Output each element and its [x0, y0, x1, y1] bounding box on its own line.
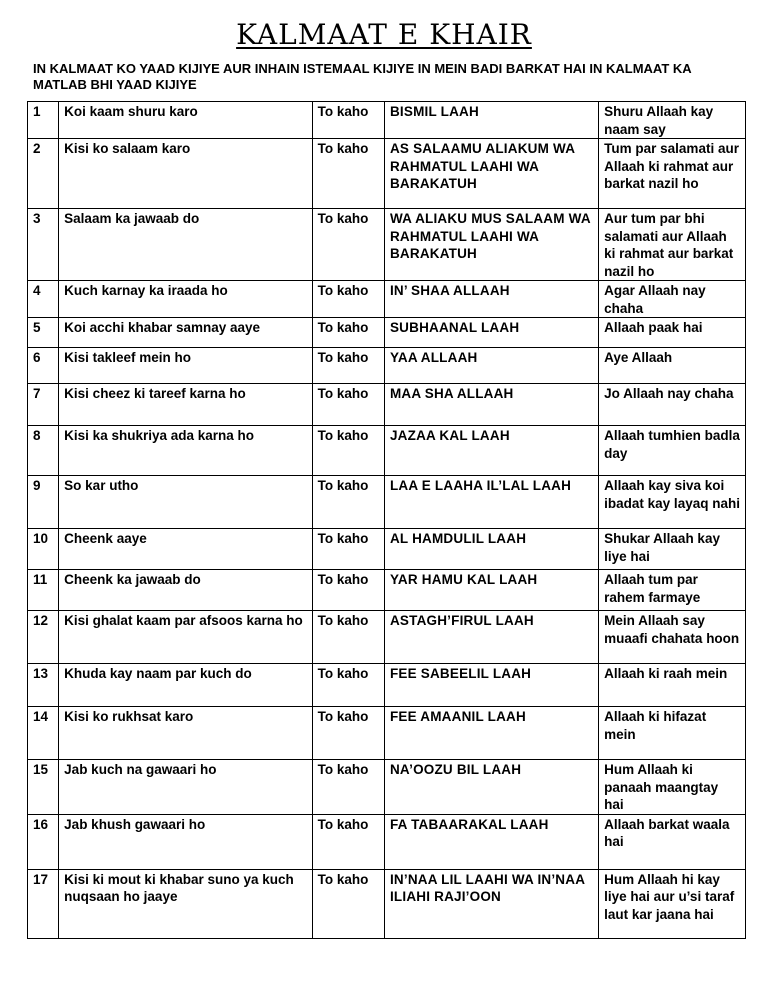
- to-kaho-cell: To kaho: [312, 384, 384, 426]
- meaning-cell: Shuru Allaah kay naam say: [599, 102, 746, 139]
- situation-cell: Cheenk ka jawaab do: [59, 570, 312, 611]
- row-number: 9: [28, 476, 59, 529]
- table-row: [28, 348, 746, 384]
- meaning-cell: Shukar Allaah kay liye hai: [599, 529, 746, 570]
- to-kaho-cell: To kaho: [312, 281, 384, 318]
- page-title: KALMAAT E KHAIR: [236, 18, 532, 51]
- row-number: 14: [28, 707, 59, 760]
- to-kaho-cell: To kaho: [312, 476, 384, 529]
- meaning-cell: Agar Allaah nay chaha: [599, 281, 746, 318]
- table-row: [28, 476, 746, 529]
- to-kaho-cell: To kaho: [312, 869, 384, 938]
- meaning-cell: Hum Allaah hi kay liye hai aur u’si taraf laut kar jaana hai: [599, 869, 746, 938]
- table-row: [28, 760, 746, 815]
- phrase-cell: WA ALIAKU MUS SALAAM WA RAHMATUL LAAHI WA BARAKATUH: [384, 209, 598, 281]
- row-number: 13: [28, 664, 59, 707]
- to-kaho-cell: To kaho: [312, 814, 384, 869]
- intro-text: IN KALMAAT KO YAAD KIJIYE AUR INHAIN ISTEMAAL KIJIYE IN MEIN BADI BARKAT HAI IN KALMAAT KA MATLAB BHI YAAD KIJIYE: [33, 61, 692, 92]
- row-number: 15: [28, 760, 59, 815]
- table-row: [28, 384, 746, 426]
- phrase-cell: ASTAGH’FIRUL LAAH: [384, 611, 598, 664]
- phrase-cell: FA TABAARAKAL LAAH: [384, 814, 598, 869]
- phrase-cell: NA’OOZU BIL LAAH: [384, 760, 598, 815]
- table-row: [28, 814, 746, 869]
- phrase-cell: MAA SHA ALLAAH: [384, 384, 598, 426]
- table-row: [28, 529, 746, 570]
- phrase-cell: AL HAMDULIL LAAH: [384, 529, 598, 570]
- row-number: 1: [28, 102, 59, 139]
- to-kaho-cell: To kaho: [312, 139, 384, 209]
- phrase-cell: YAR HAMU KAL LAAH: [384, 570, 598, 611]
- row-number: 12: [28, 611, 59, 664]
- meaning-cell: Mein Allaah say muaafi chahata hoon: [599, 611, 746, 664]
- situation-cell: Kisi cheez ki tareef karna ho: [59, 384, 312, 426]
- row-number: 17: [28, 869, 59, 938]
- row-number: 11: [28, 570, 59, 611]
- row-number: 2: [28, 139, 59, 209]
- to-kaho-cell: To kaho: [312, 102, 384, 139]
- situation-cell: Kisi ki mout ki khabar suno ya kuch nuqsaan ho jaaye: [59, 869, 312, 938]
- table-row: [28, 570, 746, 611]
- row-number: 8: [28, 426, 59, 476]
- to-kaho-cell: To kaho: [312, 611, 384, 664]
- phrase-cell: LAA E LAAHA IL’LAL LAAH: [384, 476, 598, 529]
- row-number: 5: [28, 318, 59, 348]
- table-row: [28, 664, 746, 707]
- table-row: [28, 281, 746, 318]
- kalmaat-table: [27, 101, 746, 939]
- table-row: [28, 707, 746, 760]
- situation-cell: Kuch karnay ka iraada ho: [59, 281, 312, 318]
- phrase-cell: JAZAA KAL LAAH: [384, 426, 598, 476]
- to-kaho-cell: To kaho: [312, 348, 384, 384]
- situation-cell: Kisi ko salaam karo: [59, 139, 312, 209]
- phrase-cell: AS SALAAMU ALIAKUM WA RAHMATUL LAAHI WA BARAKATUH: [384, 139, 598, 209]
- phrase-cell: BISMIL LAAH: [384, 102, 598, 139]
- to-kaho-cell: To kaho: [312, 760, 384, 815]
- phrase-cell: IN’ SHAA ALLAAH: [384, 281, 598, 318]
- to-kaho-cell: To kaho: [312, 664, 384, 707]
- meaning-cell: Hum Allaah ki panaah maangtay hai: [599, 760, 746, 815]
- table-row: [28, 611, 746, 664]
- situation-cell: Kisi takleef mein ho: [59, 348, 312, 384]
- meaning-cell: Allaah barkat waala hai: [599, 814, 746, 869]
- row-number: 3: [28, 209, 59, 281]
- situation-cell: Koi kaam shuru karo: [59, 102, 312, 139]
- to-kaho-cell: To kaho: [312, 426, 384, 476]
- phrase-cell: IN’NAA LIL LAAHI WA IN’NAA ILIAHI RAJI’OON: [384, 869, 598, 938]
- to-kaho-cell: To kaho: [312, 529, 384, 570]
- situation-cell: Kisi ghalat kaam par afsoos karna ho: [59, 611, 312, 664]
- meaning-cell: Allaah tumhien badla day: [599, 426, 746, 476]
- situation-cell: Salaam ka jawaab do: [59, 209, 312, 281]
- phrase-cell: YAA ALLAAH: [384, 348, 598, 384]
- table-body: [28, 102, 746, 939]
- situation-cell: Jab kuch na gawaari ho: [59, 760, 312, 815]
- meaning-cell: Allaah ki hifazat mein: [599, 707, 746, 760]
- table-row: [28, 426, 746, 476]
- to-kaho-cell: To kaho: [312, 318, 384, 348]
- meaning-cell: Aur tum par bhi salamati aur Allaah ki rahmat aur barkat nazil ho: [599, 209, 746, 281]
- row-number: 7: [28, 384, 59, 426]
- situation-cell: Cheenk aaye: [59, 529, 312, 570]
- table-row: [28, 318, 746, 348]
- meaning-cell: Allaah paak hai: [599, 318, 746, 348]
- situation-cell: Kisi ka shukriya ada karna ho: [59, 426, 312, 476]
- meaning-cell: Allaah ki raah mein: [599, 664, 746, 707]
- table-row: [28, 209, 746, 281]
- meaning-cell: Aye Allaah: [599, 348, 746, 384]
- meaning-cell: Allaah kay siva koi ibadat kay layaq nahi: [599, 476, 746, 529]
- situation-cell: So kar utho: [59, 476, 312, 529]
- situation-cell: Khuda kay naam par kuch do: [59, 664, 312, 707]
- meaning-cell: Tum par salamati aur Allaah ki rahmat aur barkat nazil ho: [599, 139, 746, 209]
- situation-cell: Koi acchi khabar samnay aaye: [59, 318, 312, 348]
- row-number: 10: [28, 529, 59, 570]
- situation-cell: Jab khush gawaari ho: [59, 814, 312, 869]
- phrase-cell: FEE SABEELIL LAAH: [384, 664, 598, 707]
- phrase-cell: SUBHAANAL LAAH: [384, 318, 598, 348]
- row-number: 6: [28, 348, 59, 384]
- to-kaho-cell: To kaho: [312, 707, 384, 760]
- to-kaho-cell: To kaho: [312, 209, 384, 281]
- table-row: [28, 102, 746, 139]
- meaning-cell: Jo Allaah nay chaha: [599, 384, 746, 426]
- to-kaho-cell: To kaho: [312, 570, 384, 611]
- phrase-cell: FEE AMAANIL LAAH: [384, 707, 598, 760]
- row-number: 4: [28, 281, 59, 318]
- table-row: [28, 139, 746, 209]
- situation-cell: Kisi ko rukhsat karo: [59, 707, 312, 760]
- row-number: 16: [28, 814, 59, 869]
- table-row: [28, 869, 746, 938]
- meaning-cell: Allaah tum par rahem farmaye: [599, 570, 746, 611]
